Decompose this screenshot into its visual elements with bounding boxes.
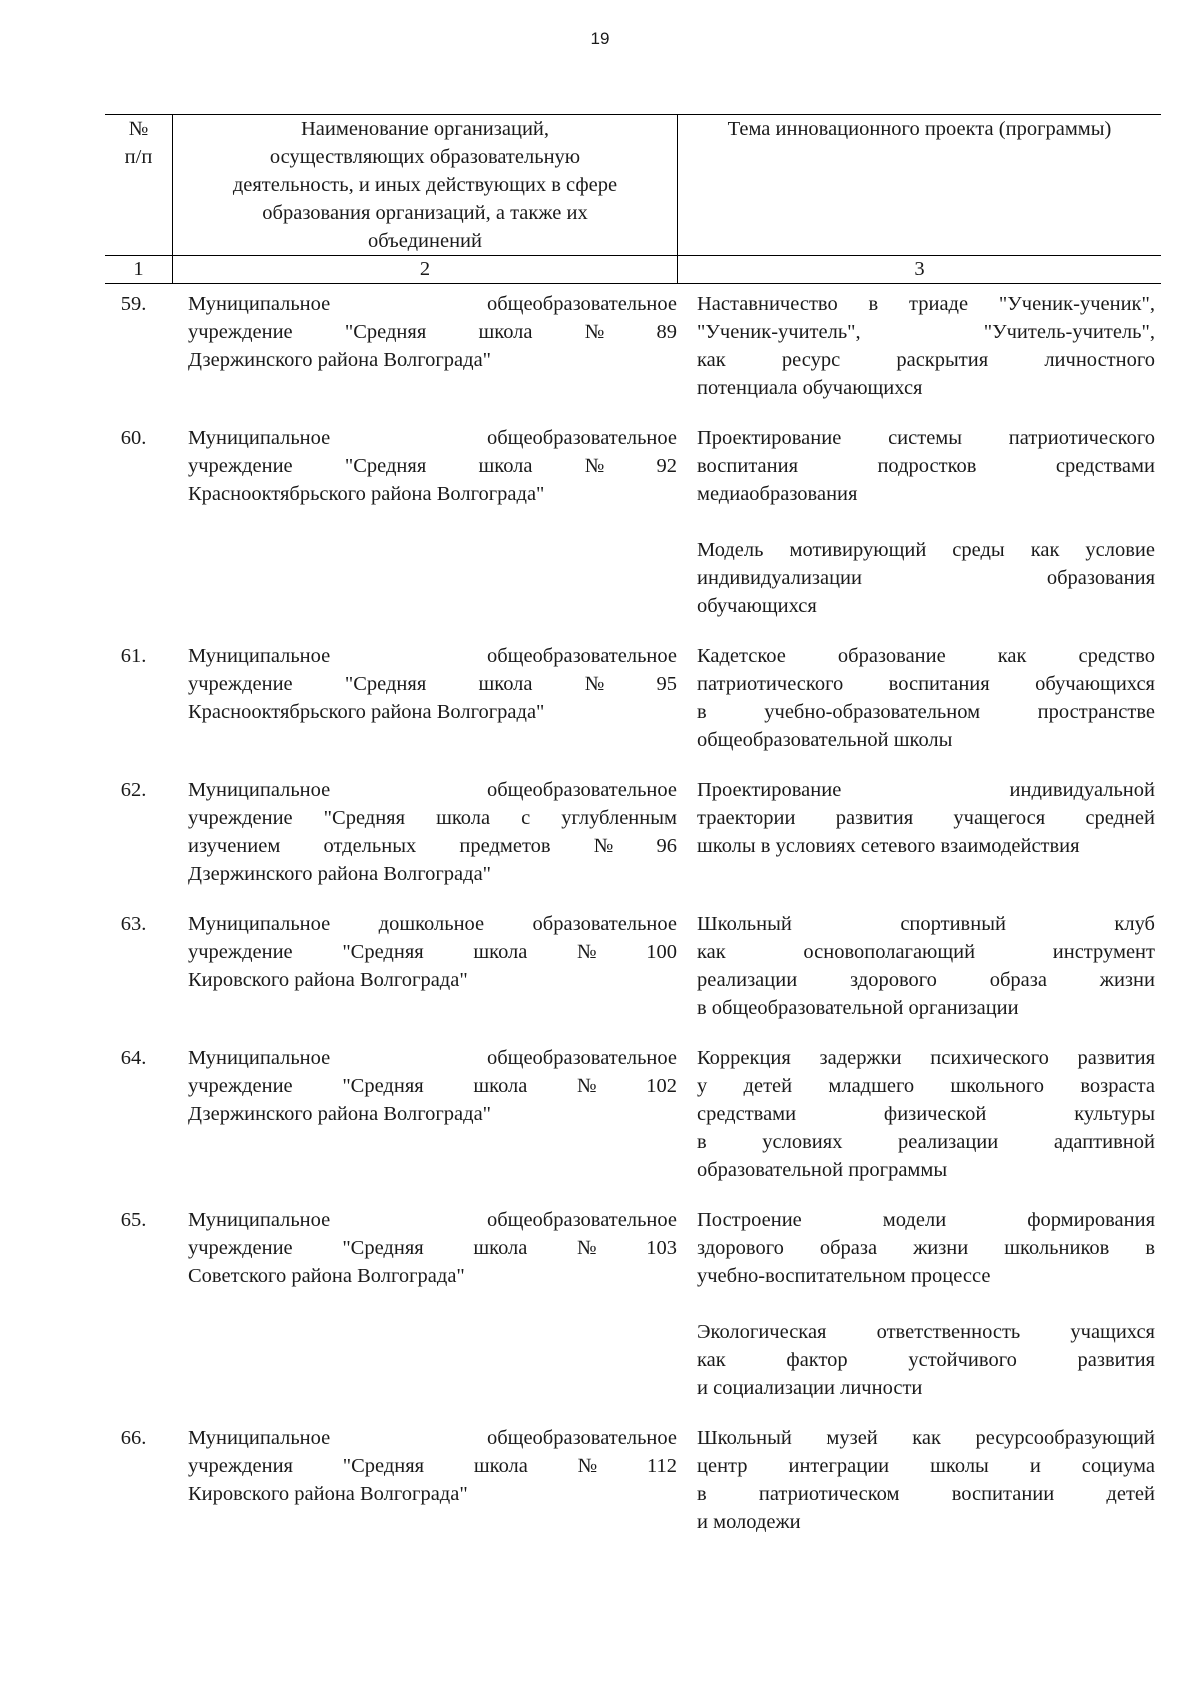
text-line: учебно-воспитательном процессе: [697, 1265, 991, 1287]
text-line: [188, 290, 677, 318]
word: модели: [882, 1209, 947, 1231]
text-line: здорового образа жизни школьников в: [697, 1237, 1155, 1259]
word: школа: [473, 1455, 528, 1477]
text-line: [188, 1452, 677, 1480]
word: общеобразовательное: [486, 1427, 677, 1449]
word: учреждение: [188, 673, 293, 695]
word: Школьный: [697, 913, 792, 935]
text-line: Модель мотивирующий среды как условие: [697, 539, 1155, 561]
word: №: [577, 1075, 597, 1097]
word: как: [697, 941, 726, 963]
table-row: [105, 1206, 1161, 1402]
text-line: [697, 1480, 1155, 1508]
text-line: [697, 1100, 1155, 1128]
project-topic: [697, 1044, 1155, 1184]
text-line: [188, 1072, 677, 1100]
project-topic: [697, 1318, 1155, 1402]
word: №: [577, 1455, 598, 1477]
word: общеобразовательное: [486, 293, 677, 315]
word: "Средняя: [342, 941, 424, 963]
word: учреждение: [188, 1075, 293, 1097]
word: в: [697, 1131, 707, 1153]
word: развития: [1077, 1349, 1155, 1371]
text-line: [188, 1424, 677, 1452]
text-line: [188, 938, 677, 966]
word: учреждение: [188, 455, 293, 477]
word: отдельных: [323, 835, 417, 857]
word: воспитания: [697, 455, 799, 477]
row-number: 59.: [120, 293, 147, 315]
text-line: [188, 1234, 677, 1262]
row-number: 63.: [120, 913, 147, 935]
text-line: траектории развития учащегося средней: [697, 807, 1155, 829]
word: №: [584, 321, 605, 343]
text-line: образовательной программы: [697, 1159, 948, 1181]
word: физической: [883, 1103, 987, 1125]
word: учебно-образовательном: [764, 701, 981, 723]
organization-name: [172, 1044, 677, 1184]
word: школа: [478, 455, 533, 477]
table-header: [105, 114, 1161, 255]
text-line: [697, 966, 1155, 994]
project-topic: [697, 536, 1155, 620]
header-line: деятельность, и иных действующих в сфере: [232, 174, 618, 196]
word: Муниципальное: [188, 1047, 331, 1069]
word: инструмент: [1052, 941, 1155, 963]
text-line: Экологическая ответственность учащихся: [697, 1321, 1155, 1343]
text-line: [697, 776, 1155, 804]
word: в: [697, 1483, 707, 1505]
text-line: [188, 318, 677, 346]
row-number: 61.: [120, 645, 147, 667]
row-number: 62.: [120, 779, 147, 801]
word: в: [697, 701, 707, 723]
word: образование: [837, 645, 946, 667]
text-line: [697, 698, 1155, 726]
word: воспитании: [951, 1483, 1055, 1505]
table-row: [105, 424, 1161, 620]
word: Муниципальное: [188, 779, 331, 801]
word: Муниципальное: [188, 427, 331, 449]
word: как: [997, 645, 1027, 667]
word: №: [593, 835, 614, 857]
word: жизни: [1099, 969, 1155, 991]
word: социума: [1081, 1455, 1155, 1477]
header-topic-column: [677, 115, 1161, 255]
project-topics: [677, 1424, 1161, 1536]
text-line: [697, 452, 1155, 480]
word: 102: [646, 1075, 677, 1097]
word: личностного: [1044, 349, 1155, 371]
word: 100: [646, 941, 677, 963]
text-line: Наставничество в триаде "Ученик-ученик",: [697, 293, 1155, 315]
word: центр: [697, 1455, 748, 1477]
word: школа: [478, 673, 533, 695]
text-line: [697, 1452, 1155, 1480]
table-row: [105, 910, 1161, 1022]
text-line: [188, 776, 677, 804]
word: здорового: [850, 969, 937, 991]
text-line: в общеобразовательной организации: [697, 997, 1019, 1019]
word: №: [584, 455, 605, 477]
word: 89: [656, 321, 677, 343]
text-line: Кировского района Волгограда": [188, 969, 468, 991]
column-number: 1: [133, 258, 144, 280]
organization-name: [172, 1206, 677, 1402]
word: Проектирование: [697, 779, 842, 801]
word: условиях: [762, 1131, 843, 1153]
word: Построение: [697, 1209, 802, 1231]
word: учреждения: [188, 1455, 293, 1477]
table-row: [105, 1424, 1161, 1536]
word: "Средняя: [344, 673, 427, 695]
header-line: п/п: [124, 146, 153, 168]
word: учреждение: [188, 1237, 293, 1259]
word: фактор: [786, 1349, 848, 1371]
word: школы: [930, 1455, 989, 1477]
table-row: [105, 642, 1161, 754]
project-topic: [697, 642, 1155, 754]
word: общеобразовательное: [486, 1209, 677, 1231]
text-line: [188, 424, 677, 452]
header-line: объединений: [368, 230, 482, 252]
word: средство: [1078, 645, 1155, 667]
word: изучением: [188, 835, 281, 857]
text-line: Кировского района Волгограда": [188, 1483, 468, 1505]
word: основополагающий: [803, 941, 976, 963]
text-line: Краснооктябрьского района Волгограда": [188, 483, 545, 505]
word: средствами: [697, 1103, 797, 1125]
word: 96: [656, 835, 677, 857]
word: адаптивной: [1053, 1131, 1155, 1153]
word: 92: [656, 455, 677, 477]
word: устойчивого: [908, 1349, 1017, 1371]
word: общеобразовательное: [486, 779, 677, 801]
organization-name: [172, 642, 677, 754]
word: "Средняя: [342, 1075, 424, 1097]
project-topics: [677, 1206, 1161, 1402]
word: школа: [473, 1237, 528, 1259]
text-line: и социализации личности: [697, 1377, 923, 1399]
word: подростков: [877, 455, 977, 477]
organization-name: [172, 424, 677, 620]
table-body: [105, 290, 1161, 1536]
word: школа: [473, 941, 528, 963]
word: индивидуальной: [1009, 779, 1155, 801]
row-number: 60.: [120, 427, 147, 449]
word: культуры: [1074, 1103, 1155, 1125]
word: индивидуализации: [697, 567, 862, 589]
text-line: Дзержинского района Волгограда": [188, 1103, 492, 1125]
word: Кадетское: [697, 645, 786, 667]
project-topics: [677, 642, 1161, 754]
word: интеграции: [788, 1455, 890, 1477]
text-line: у детей младшего школьного возраста: [697, 1075, 1155, 1097]
word: Муниципальное: [188, 1427, 331, 1449]
header-line: Тема инновационного проекта (программы): [727, 118, 1112, 140]
project-topic: [697, 1424, 1155, 1536]
word: образования: [1046, 567, 1155, 589]
text-line: обучающихся: [697, 595, 817, 617]
project-topics: [677, 776, 1161, 888]
word: как: [697, 1349, 726, 1371]
organization-name: [172, 776, 677, 888]
header-organization-column: [172, 115, 677, 255]
text-line: Школьный музей как ресурсообразующий: [697, 1427, 1155, 1449]
text-line: Советского района Волгограда": [188, 1265, 465, 1287]
word: "Средняя: [344, 455, 427, 477]
column-number: 3: [677, 256, 1161, 283]
word: образа: [989, 969, 1047, 991]
text-line: медиаобразования: [697, 483, 858, 505]
header-line: Наименование организаций,: [300, 118, 550, 140]
word: №: [584, 673, 605, 695]
word: учреждение: [188, 321, 293, 343]
word: №: [577, 941, 597, 963]
header-line: образования организаций, а также их: [262, 202, 588, 224]
project-topic: [697, 910, 1155, 1022]
table-row: [105, 1044, 1161, 1184]
word: средствами: [1055, 455, 1155, 477]
word: 95: [656, 673, 677, 695]
text-line: [697, 1346, 1155, 1374]
text-line: [697, 318, 1155, 346]
text-line: общеобразовательной школы: [697, 729, 953, 751]
word: раскрытия: [896, 349, 989, 371]
row-number: 65.: [120, 1209, 147, 1231]
word: 112: [646, 1455, 677, 1477]
text-line: [188, 832, 677, 860]
word: общеобразовательное: [486, 1047, 677, 1069]
word: как: [697, 349, 726, 371]
text-line: потенциала обучающихся: [697, 377, 923, 399]
organization-name: [172, 910, 677, 1022]
word: общеобразовательное: [486, 427, 677, 449]
table-row: [105, 290, 1161, 402]
text-line: [188, 452, 677, 480]
word: спортивный: [900, 913, 1006, 935]
word: общеобразовательное: [486, 645, 677, 667]
word: Муниципальное: [188, 645, 331, 667]
word: "Средняя: [342, 1455, 425, 1477]
text-line: [697, 564, 1155, 592]
word: Муниципальное: [188, 1209, 331, 1231]
column-numbers-row: [105, 255, 1161, 284]
text-line: [697, 1206, 1155, 1234]
innovation-projects-table: [105, 114, 1161, 1536]
word: учреждение: [188, 941, 293, 963]
text-line: [697, 1128, 1155, 1156]
word: школа: [473, 1075, 528, 1097]
project-topic: [697, 1206, 1155, 1290]
word: "Учитель-учитель",: [983, 321, 1155, 343]
project-topics: [677, 290, 1161, 402]
row-number: 66.: [120, 1427, 147, 1449]
text-line: [188, 1206, 677, 1234]
text-line: школы в условиях сетевого взаимодействия: [697, 835, 1080, 857]
word: детей: [1106, 1483, 1155, 1505]
row-number: 64.: [120, 1047, 147, 1069]
text-line: Муниципальное дошкольное образовательное: [188, 913, 677, 935]
text-line: [697, 910, 1155, 938]
word: ресурс: [781, 349, 841, 371]
project-topic: [697, 776, 1155, 860]
word: предметов: [459, 835, 551, 857]
text-line: Проектирование системы патриотического: [697, 427, 1155, 449]
page-number: 19: [590, 29, 610, 48]
organization-name: [172, 1424, 677, 1536]
word: Муниципальное: [188, 293, 331, 315]
text-line: учреждение "Средняя школа с углубленным: [188, 807, 677, 829]
project-topic: [697, 290, 1155, 402]
text-line: патриотического воспитания обучающихся: [697, 673, 1155, 695]
text-line: [697, 938, 1155, 966]
word: клуб: [1114, 913, 1155, 935]
project-topics: [677, 910, 1161, 1022]
project-topic: [697, 424, 1155, 508]
word: патриотическом: [758, 1483, 900, 1505]
project-topics: [677, 1044, 1161, 1184]
organization-name: [172, 290, 677, 402]
word: формирования: [1027, 1209, 1155, 1231]
word: и: [1029, 1455, 1041, 1477]
word: реализации: [898, 1131, 999, 1153]
word: №: [577, 1237, 597, 1259]
column-number: 2: [172, 256, 677, 283]
text-line: Краснооктябрьского района Волгограда": [188, 701, 545, 723]
text-line: Дзержинского района Волгограда": [188, 349, 492, 371]
text-line: [188, 642, 677, 670]
word: "Средняя: [344, 321, 427, 343]
text-line: [188, 1044, 677, 1072]
text-line: [188, 670, 677, 698]
text-line: Дзержинского района Волгограда": [188, 863, 492, 885]
word: "Средняя: [342, 1237, 424, 1259]
table-row: [105, 776, 1161, 888]
project-topics: [677, 424, 1161, 620]
header-number-column: [105, 115, 172, 255]
word: "Ученик-учитель",: [697, 321, 861, 343]
word: 103: [646, 1237, 677, 1259]
word: пространстве: [1037, 701, 1155, 723]
text-line: Коррекция задержки психического развития: [697, 1047, 1155, 1069]
text-line: и молодежи: [697, 1511, 801, 1533]
word: школа: [478, 321, 533, 343]
text-line: [697, 642, 1155, 670]
text-line: [697, 346, 1155, 374]
header-line: №: [128, 118, 149, 140]
word: реализации: [697, 969, 798, 991]
header-line: осуществляющих образовательную: [269, 146, 581, 168]
